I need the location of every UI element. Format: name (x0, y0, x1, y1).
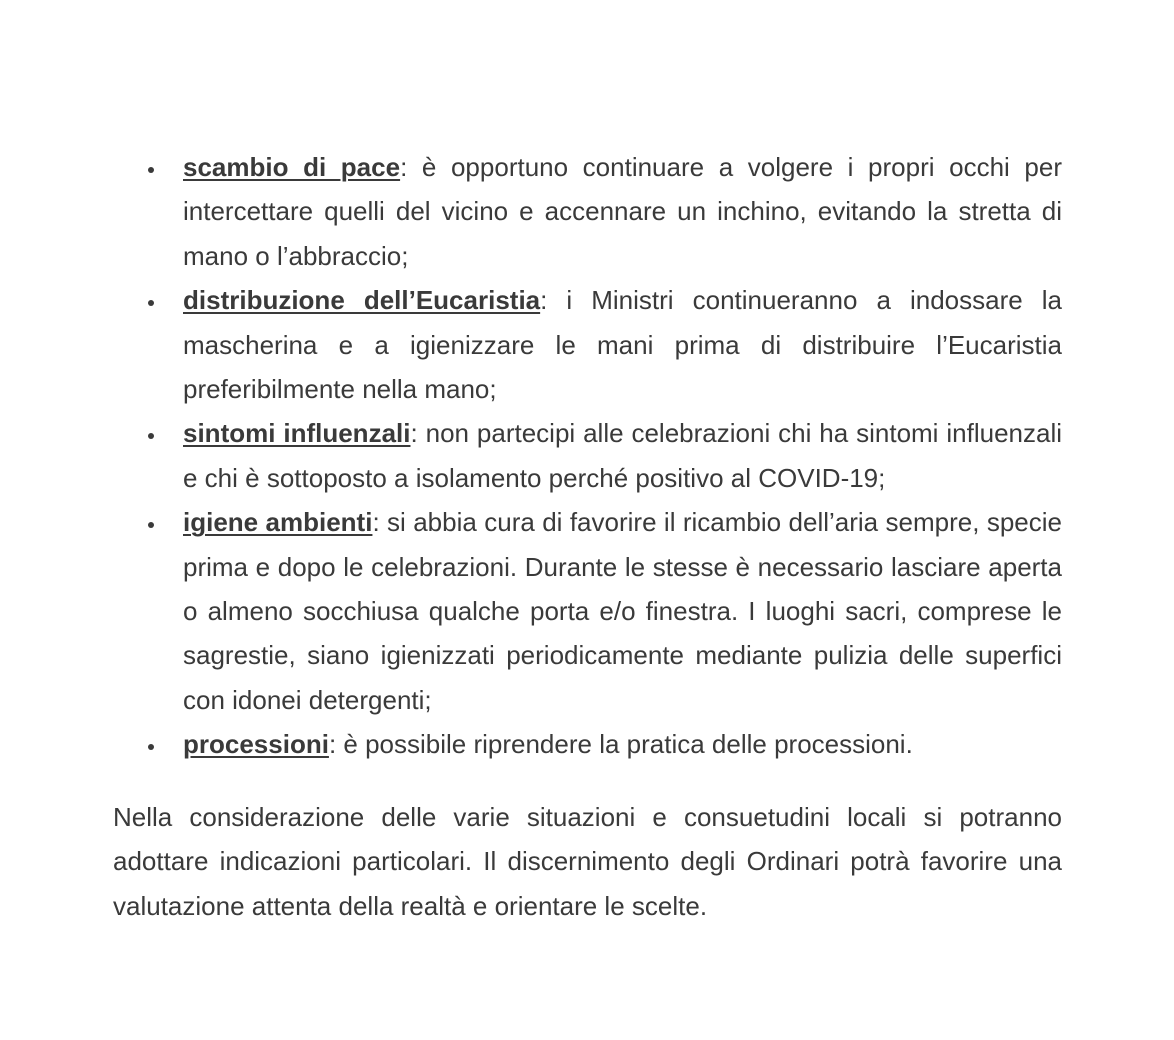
list-item-term: processioni (183, 729, 329, 760)
list-item (113, 278, 1062, 411)
document-page (113, 145, 1062, 928)
list-item (113, 411, 1062, 500)
list-item-text: : i Ministri continueranno a indossare la mascherina e a igienizzare le mani prima di distribuire l’Eucaristia preferibilmente nella mano; (183, 285, 1062, 405)
list-item-term: sintomi influenzali (183, 418, 411, 449)
list-item (113, 500, 1062, 722)
list-item-text: : si abbia cura di favorire il ricambio dell’aria sempre, specie prima e dopo le celebrazioni. Durante le stesse è necessario lasciare aperta o almeno socchiusa qualche porta e/o finestra. I luoghi sacri, comprese le sagrestie, siano igienizzati periodicamente mediante pulizia delle superfici con idonei detergenti; (183, 507, 1062, 715)
closing-paragraph: Nella considerazione delle varie situazioni e consuetudini locali si potranno adottare indicazioni particolari. Il discernimento degli Ordinari potrà favorire una valutazione attenta della realtà e orientare le scelte. (113, 801, 1062, 921)
bullet-list (113, 145, 1062, 767)
list-item-term: igiene ambienti (183, 507, 373, 538)
list-item-text: : è possibile riprendere la pratica delle processioni. (328, 729, 913, 760)
list-item-term: distribuzione dell’Eucaristia (183, 285, 541, 316)
bullet-dot-icon (148, 167, 154, 173)
list-item (113, 145, 1062, 278)
list-item-text: : non partecipi alle celebrazioni chi ha sintomi influenzali e chi è sottoposto a isolamento perché positivo al COVID-19; (183, 418, 1062, 493)
bullet-dot-icon (148, 433, 154, 439)
list-item-text: : è opportuno continuare a volgere i propri occhi per intercettare quelli del vicino e accennare un inchino, evitando la stretta di mano o l’abbraccio; (183, 152, 1062, 271)
bullet-dot-icon (148, 300, 154, 306)
list-item-term: scambio di pace (183, 152, 401, 182)
bullet-dot-icon (148, 522, 154, 528)
list-item (113, 722, 1062, 766)
bullet-dot-icon (148, 744, 154, 750)
